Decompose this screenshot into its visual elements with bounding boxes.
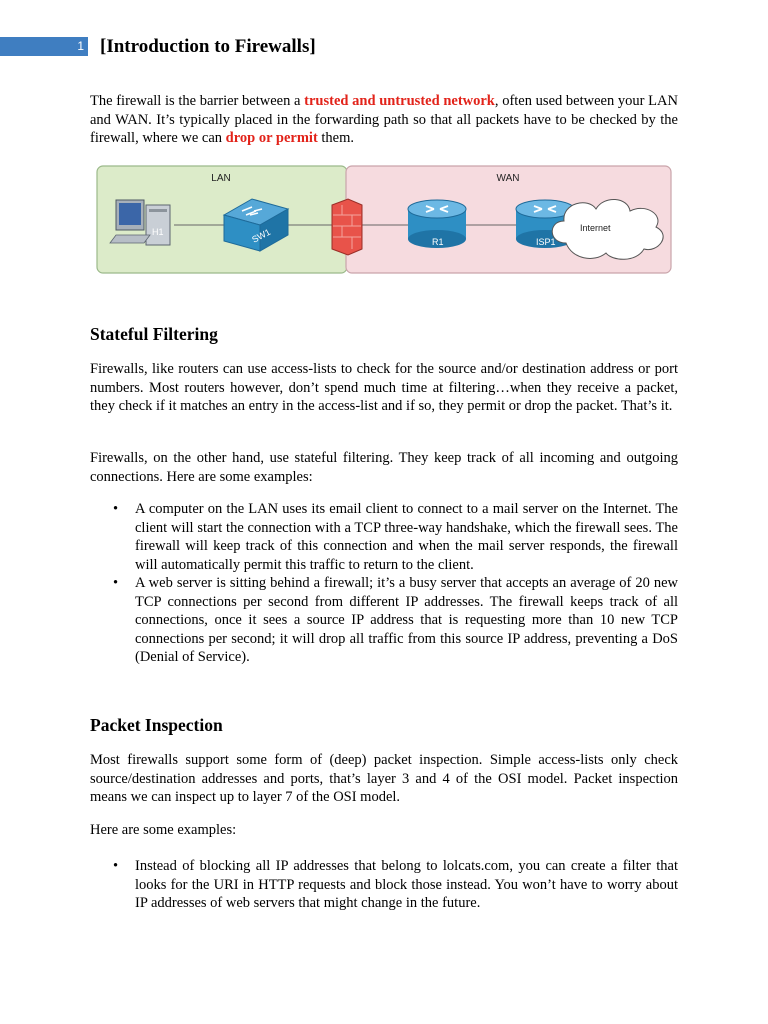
list-item: • A computer on the LAN uses its email client to connect to a mail server on the Internet. The client will start the connection with a TCP three-way handshake, which the firewall sees. The firewall will keep track of this connection and when the mail server responds, the firewall will automatically permit this traffic to return to the client. [90, 500, 678, 574]
router-icon [408, 200, 466, 248]
stateful-paragraph-2: Firewalls, on the other hand, use stateful filtering. They keep track of all incoming and outgoing connections. Here are some examples: [90, 450, 678, 485]
list-item: • A web server is sitting behind a firewall; it’s a busy server that accepts an average of 20 new TCP connections per second from different IP addresses. The firewall keeps track of all connections, once it sees a source IP address that is requesting more than 10 new TCP connections per second; it will drop all traffic from this source IP address, preventing a DoS (Denial of Service). [90, 574, 678, 667]
inspection-paragraph-2: Here are some examples: [90, 822, 237, 838]
packet-inspection-heading: Packet Inspection [90, 715, 223, 735]
page-number: 1 [77, 39, 84, 53]
inspection-examples-list [90, 857, 678, 913]
stateful-paragraph-1: Firewalls, like routers can use access-lists to check for the source and/or destination address or port numbers. Most routers however, don’t spend much time at filtering…when they receive a packet, they check if it matches an entry in the access-list and if so, they permit or drop the packet. That’s it. [90, 361, 678, 414]
highlight-trusted-untrusted: trusted and untrusted network [304, 93, 495, 109]
stateful-filtering-heading: Stateful Filtering [90, 324, 218, 344]
lan-label: LAN [211, 173, 231, 184]
stateful-examples-list [90, 500, 678, 667]
computer-icon [110, 200, 170, 245]
intro-paragraph: The firewall is the barrier between a trusted and untrusted network, often used between your LAN and WAN. It’s typically placed in the forwarding path so that all packets have to be checked by the firewall, where we can drop or permit them. [90, 93, 678, 146]
wan-label: WAN [496, 173, 520, 184]
r1-label: R1 [432, 237, 444, 247]
highlight-drop-permit: drop or permit [225, 130, 318, 146]
internet-label: Internet [580, 223, 611, 233]
firewall-icon [332, 199, 362, 255]
network-diagram [96, 165, 674, 275]
isp1-label: ISP1 [536, 237, 556, 247]
list-item: • Instead of blocking all IP addresses that belong to lolcats.com, you can create a filter that looks for the URI in HTTP requests and block those instead. You won’t have to worry about IP addresses of web servers that might change in the future. [90, 857, 678, 913]
inspection-paragraph-1: Most firewalls support some form of (deep) packet inspection. Simple access-lists only check source/destination addresses and ports, that’s layer 3 and 4 of the OSI model. Packet inspection means we can inspect up to layer 7 of the OSI model. [90, 752, 678, 805]
document-title: [Introduction to Firewalls] [100, 36, 316, 57]
h1-label: H1 [152, 227, 164, 237]
sw1-label: SW1 [250, 226, 273, 245]
